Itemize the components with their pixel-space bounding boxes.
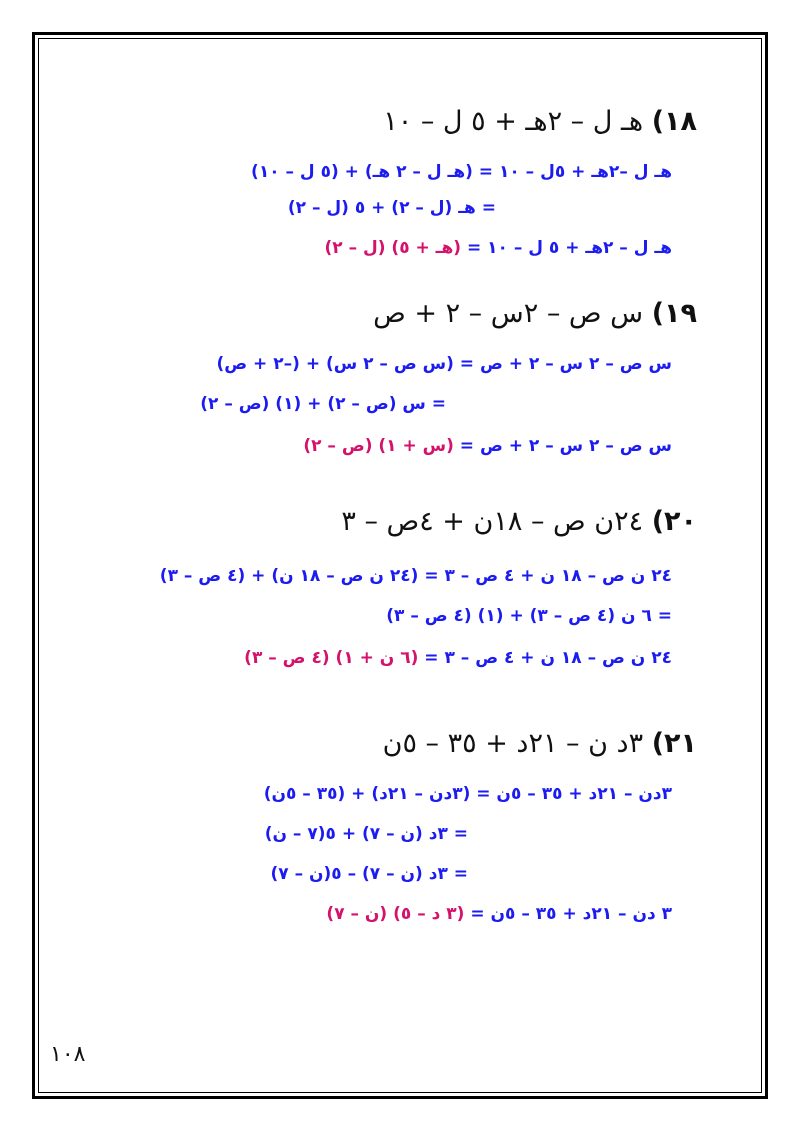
problem-number: ٢١) — [651, 728, 697, 759]
problem-number: ٢٠) — [651, 506, 697, 537]
problem-18-step-2: = هـ (ل – ٢) + ٥ (ل – ٢) — [287, 198, 496, 218]
factored-answer: (س + ١) (ص – ٢) — [303, 436, 454, 456]
problem-expression: ٣د ن – ٢١د + ٣٥ – ٥ن — [382, 728, 644, 759]
problem-19-heading — [373, 298, 697, 329]
problem-19-step-2: = س (ص – ٢) + (١) (ص – ٢) — [200, 394, 446, 414]
factored-answer: (٣ د – ٥) (ن – ٧) — [326, 904, 465, 924]
problem-18-heading — [383, 106, 697, 137]
problem-expression: هـ ل – ٢هـ + ٥ ل – ١٠ — [383, 106, 644, 137]
problem-21-heading — [383, 728, 697, 759]
problem-expression: س ص – ٢س – ٢ + ص — [373, 298, 644, 329]
problem-expression: ٢٤ن ص – ١٨ن + ٤ص – ٣ — [341, 506, 644, 537]
problem-20-heading — [341, 506, 697, 537]
problem-21-step-4 — [326, 904, 672, 924]
problem-21-step-2: = ٣د (ن – ٧) + ٥(٧ – ن) — [264, 824, 468, 844]
problem-20-step-3 — [244, 648, 672, 668]
problem-21-step-1: ٣دن – ٢١د + ٣٥ – ٥ن = (٣دن – ٢١د) + (٣٥ – ٥ن) — [263, 784, 672, 804]
problem-19-step-3 — [303, 436, 672, 456]
step-lhs: هـ ل – ٢هـ + ٥ ل – ١٠ = — [461, 238, 672, 258]
step-lhs: ٢٤ ن ص – ١٨ ن + ٤ ص – ٣ = — [418, 648, 672, 668]
problem-number: ١٩) — [651, 298, 697, 329]
problem-20-step-1: ٢٤ ن ص – ١٨ ن + ٤ ص – ٣ = (٢٤ ن ص – ١٨ ن) + (٤ ص – ٣) — [159, 566, 672, 586]
problem-21-step-3: = ٣د (ن – ٧) – ٥(ن – ٧) — [270, 864, 468, 884]
factored-answer: (هـ + ٥) (ل – ٢) — [324, 238, 462, 258]
problem-number: ١٨) — [651, 106, 697, 137]
step-lhs: س ص – ٢ س – ٢ + ص = — [453, 436, 672, 456]
problem-19-step-1: س ص – ٢ س – ٢ + ص = (س ص – ٢ س) + (–٢ + ص) — [216, 354, 672, 374]
problem-18-step-1: هـ ل –٢هـ + ٥ل – ١٠ = (هـ ل – ٢ هـ) + (٥ ل – ١٠) — [251, 162, 672, 182]
factored-answer: (٦ ن + ١) (٤ ص – ٣) — [244, 648, 419, 668]
problem-20-step-2: = ٦ ن (٤ ص – ٣) + (١) (٤ ص – ٣) — [386, 606, 672, 626]
step-lhs: ٣ دن – ٢١د + ٣٥ – ٥ن = — [464, 904, 672, 924]
page-number: ١٠٨ — [50, 1042, 86, 1067]
problem-18-step-3 — [324, 238, 672, 258]
